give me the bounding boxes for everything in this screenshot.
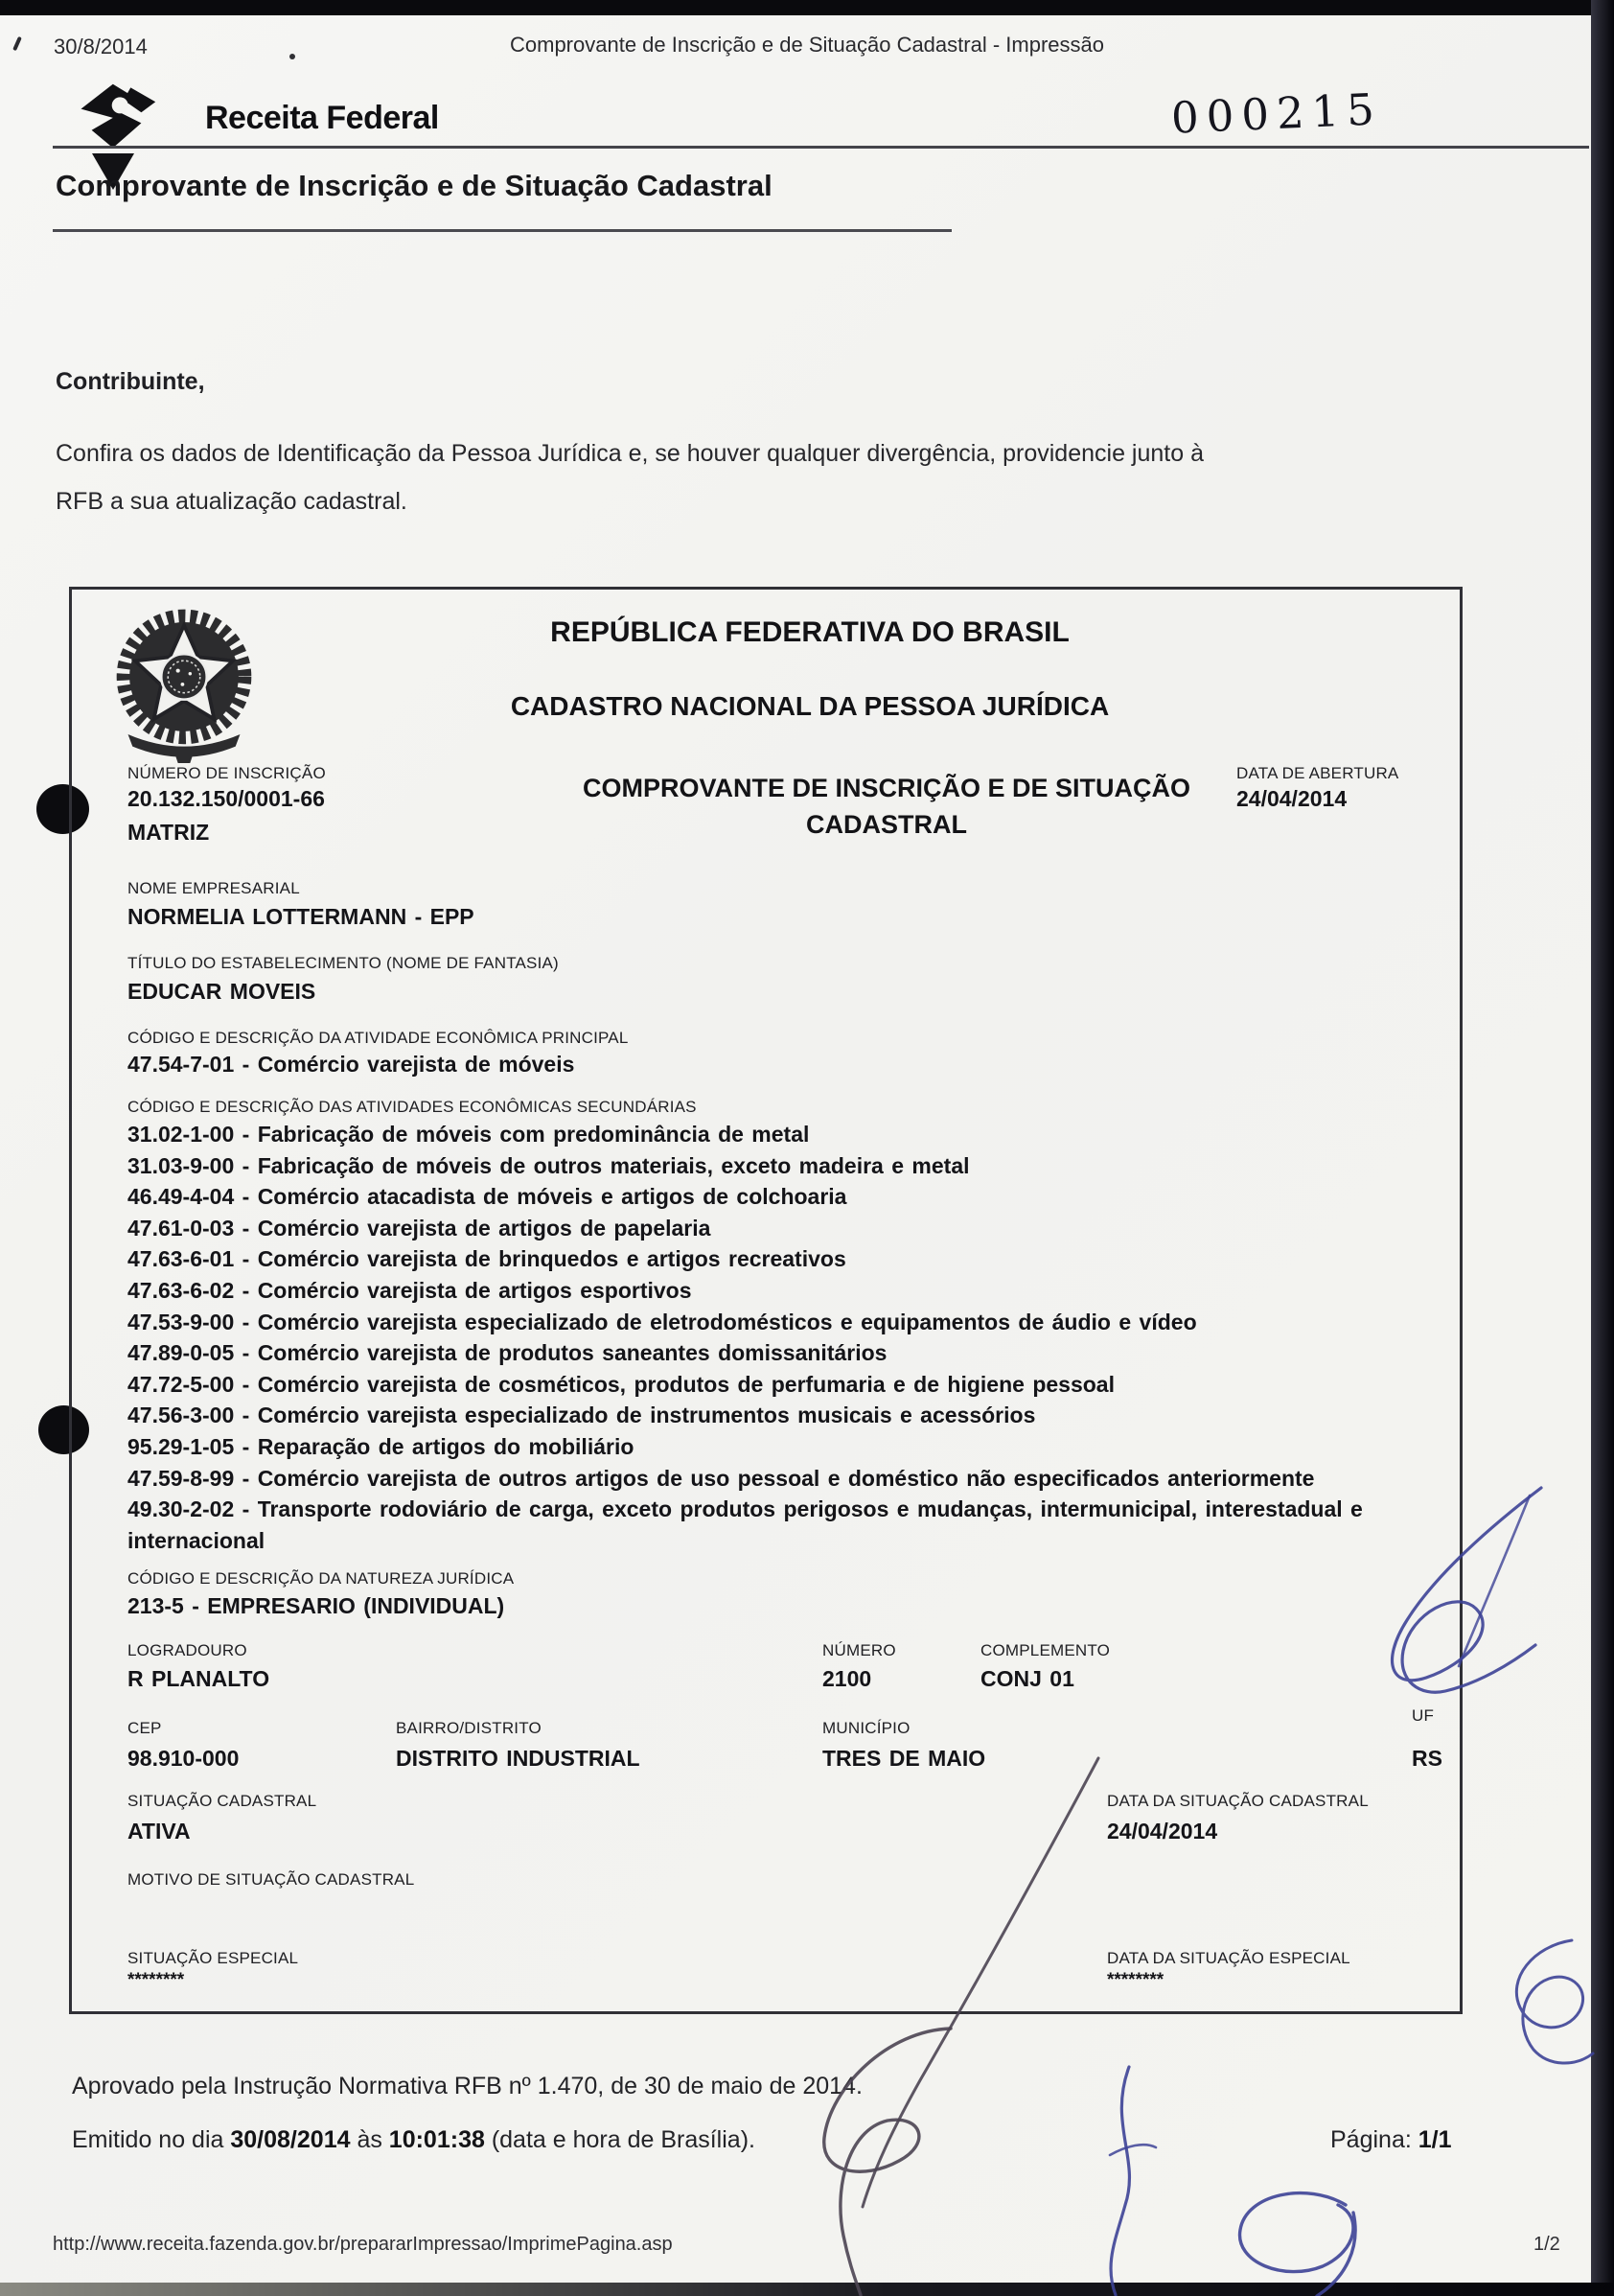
opening-date-label: DATA DE ABERTURA <box>1236 764 1399 782</box>
street-label: LOGRADOURO <box>127 1641 247 1659</box>
trade-name-value: EDUCAR MOVEIS <box>127 979 316 1004</box>
state-label: UF <box>1412 1706 1435 1725</box>
blue-pen-vertical <box>1111 2067 1129 2295</box>
intro-paragraph <box>56 429 1493 525</box>
activity-line: 31.02-1-00 - Fabricação de móveis com predominância de metal <box>127 1122 810 1147</box>
scan-border-top <box>0 0 1614 15</box>
company-name-label: NOME EMPRESARIAL <box>127 879 300 897</box>
approval-line: Aprovado pela Instrução Normativa RFB nº 1.470, de 30 de maio de 2014. <box>72 2073 863 2099</box>
activity-line: 47.63-6-01 - Comércio varejista de brinquedos e artigos recreativos <box>127 1246 846 1272</box>
trade-name-label: TÍTULO DO ESTABELECIMENTO (NOME DE FANTASIA) <box>127 954 559 972</box>
certificate-title-line2: CADASTRAL <box>806 810 967 839</box>
page-title: Comprovante de Inscrição e de Situação Cadastral <box>56 169 772 202</box>
salutation: Contribuinte, <box>56 368 205 395</box>
scan-border-bottom <box>0 2283 1614 2296</box>
legal-nature-label: CÓDIGO E DESCRIÇÃO DA NATUREZA JURÍDICA <box>127 1569 515 1588</box>
brazil-coat-of-arms-icon <box>108 607 260 773</box>
cep-label: CEP <box>127 1719 162 1737</box>
status-label: SITUAÇÃO CADASTRAL <box>127 1792 317 1810</box>
emission-suffix: (data e hora de Brasília). <box>484 2126 755 2153</box>
activity-line: 47.56-3-00 - Comércio varejista especializado de instrumentos musicais e acessórios <box>127 1403 1036 1428</box>
title-divider <box>53 229 952 232</box>
registry-heading: CADASTRO NACIONAL DA PESSOA JURÍDICA <box>510 691 1110 721</box>
primary-activity-value: 47.54-7-01 - Comércio varejista de móveis <box>127 1052 575 1077</box>
blue-pen-scribble-pagina <box>1240 2193 1356 2296</box>
activity-line: 49.30-2-02 - Transporte rodoviário de carga, exceto produtos perigosos e mudanças, intermunicipal, interestadual e internacional <box>127 1496 1363 1553</box>
state-value: RS <box>1412 1746 1442 1771</box>
certificate-title-line1: COMPROVANTE DE INSCRIÇÃO E DE SITUAÇÃO <box>582 774 1191 802</box>
inscription-number-value: 20.132.150/0001-66 <box>127 786 325 811</box>
cep-value: 98.910-000 <box>127 1746 240 1771</box>
emission-prefix: Emitido no dia <box>72 2126 231 2153</box>
special-status-label: SITUAÇÃO ESPECIAL <box>127 1949 299 1967</box>
company-name-value: NORMELIA LOTTERMANN - EPP <box>127 904 474 929</box>
activity-line: 47.72-5-00 - Comércio varejista de cosméticos, produtos de perfumaria e de higiene pessoal <box>127 1371 1115 1397</box>
activity-line: 47.59-8-99 - Comércio varejista de outros artigos de uso pessoal e doméstico não especificados anteriormente <box>127 1465 1315 1491</box>
special-status-date-value: ******** <box>1107 1970 1164 1990</box>
complement-label: COMPLEMENTO <box>980 1641 1111 1659</box>
status-date-label: DATA DA SITUAÇÃO CADASTRAL <box>1107 1792 1369 1810</box>
complement-value: CONJ 01 <box>980 1666 1074 1691</box>
opening-date-value: 24/04/2014 <box>1236 786 1348 811</box>
activity-line: 95.29-1-05 - Reparação de artigos do mobiliário <box>127 1433 634 1459</box>
secondary-activities-label: CÓDIGO E DESCRIÇÃO DAS ATIVIDADES ECONÔMICAS SECUNDÁRIAS <box>127 1098 697 1116</box>
inscription-branch: MATRIZ <box>127 820 210 845</box>
activity-line: 47.61-0-03 - Comércio varejista de artigos de papelaria <box>127 1215 711 1241</box>
certificate-box <box>69 587 1463 2014</box>
inscription-number-label: NÚMERO DE INSCRIÇÃO <box>127 764 326 782</box>
print-footer-page-number: 1/2 <box>1533 2234 1560 2255</box>
city-value: TRES DE MAIO <box>822 1746 986 1771</box>
status-value: ATIVA <box>127 1819 191 1844</box>
secondary-activities-list <box>127 1119 1448 1556</box>
certificate-title <box>455 770 1318 843</box>
number-label: NÚMERO <box>822 1641 896 1659</box>
receita-federal-logo-text: Receita Federal <box>205 100 439 136</box>
street-value: R PLANALTO <box>127 1666 270 1691</box>
page-indicator <box>1330 2126 1452 2154</box>
page-indicator-value: 1/1 <box>1418 2126 1452 2153</box>
stamp-number: 000215 <box>1169 83 1383 144</box>
blue-pen-vertical-hook <box>1110 2145 1156 2155</box>
intro-line-1: Confira os dados de Identificação da Pessoa Jurídica e, se houver qualquer divergência, providencie junto à <box>56 440 1204 467</box>
activity-line: 47.53-9-00 - Comércio varejista especializado de eletrodomésticos e equipamentos de áudio e vídeo <box>127 1309 1197 1334</box>
print-footer-url: http://www.receita.fazenda.gov.br/prepararImpressao/ImprimePagina.asp <box>53 2234 673 2255</box>
emission-line <box>72 2126 755 2154</box>
district-value: DISTRITO INDUSTRIAL <box>396 1746 640 1771</box>
emission-time: 10:01:38 <box>388 2126 485 2153</box>
page-indicator-label: Página: <box>1330 2126 1418 2153</box>
scan-border-right <box>1591 0 1614 2296</box>
legal-nature-value: 213-5 - EMPRESARIO (INDIVIDUAL) <box>127 1593 505 1618</box>
city-label: MUNICÍPIO <box>822 1719 911 1737</box>
activity-line: 31.03-9-00 - Fabricação de móveis de outros materiais, exceto madeira e metal <box>127 1152 970 1178</box>
activity-line: 46.49-4-04 - Comércio atacadista de móveis e artigos de colchoaria <box>127 1184 847 1210</box>
emission-date: 30/08/2014 <box>230 2126 351 2153</box>
browser-print-title: Comprovante de Inscrição e de Situação Cadastral - Impressão <box>510 33 1104 57</box>
activity-line: 47.89-0-05 - Comércio varejista de produtos saneantes domissanitários <box>127 1340 888 1366</box>
republic-heading: REPÚBLICA FEDERATIVA DO BRASIL <box>550 616 1070 648</box>
status-reason-label: MOTIVO DE SITUAÇÃO CADASTRAL <box>127 1870 415 1889</box>
activity-line: 47.63-6-02 - Comércio varejista de artigos esportivos <box>127 1277 692 1303</box>
status-date-value: 24/04/2014 <box>1107 1819 1218 1844</box>
district-label: BAIRRO/DISTRITO <box>396 1719 542 1737</box>
emission-mid: às <box>350 2126 389 2153</box>
dark-pen-loop <box>824 2029 951 2295</box>
special-status-date-label: DATA DA SITUAÇÃO ESPECIAL <box>1107 1949 1350 1967</box>
primary-activity-label: CÓDIGO E DESCRIÇÃO DA ATIVIDADE ECONÔMICA PRINCIPAL <box>127 1029 629 1047</box>
browser-print-date: 30/8/2014 <box>54 35 148 58</box>
intro-line-2: RFB a sua atualização cadastral. <box>56 488 407 515</box>
blue-pen-flourish-uf-stroke <box>1459 1496 1530 1666</box>
header-divider <box>53 146 1589 149</box>
blue-pen-loop-corner <box>1516 1940 1593 2063</box>
number-value: 2100 <box>822 1666 872 1691</box>
special-status-value: ******** <box>127 1970 185 1990</box>
